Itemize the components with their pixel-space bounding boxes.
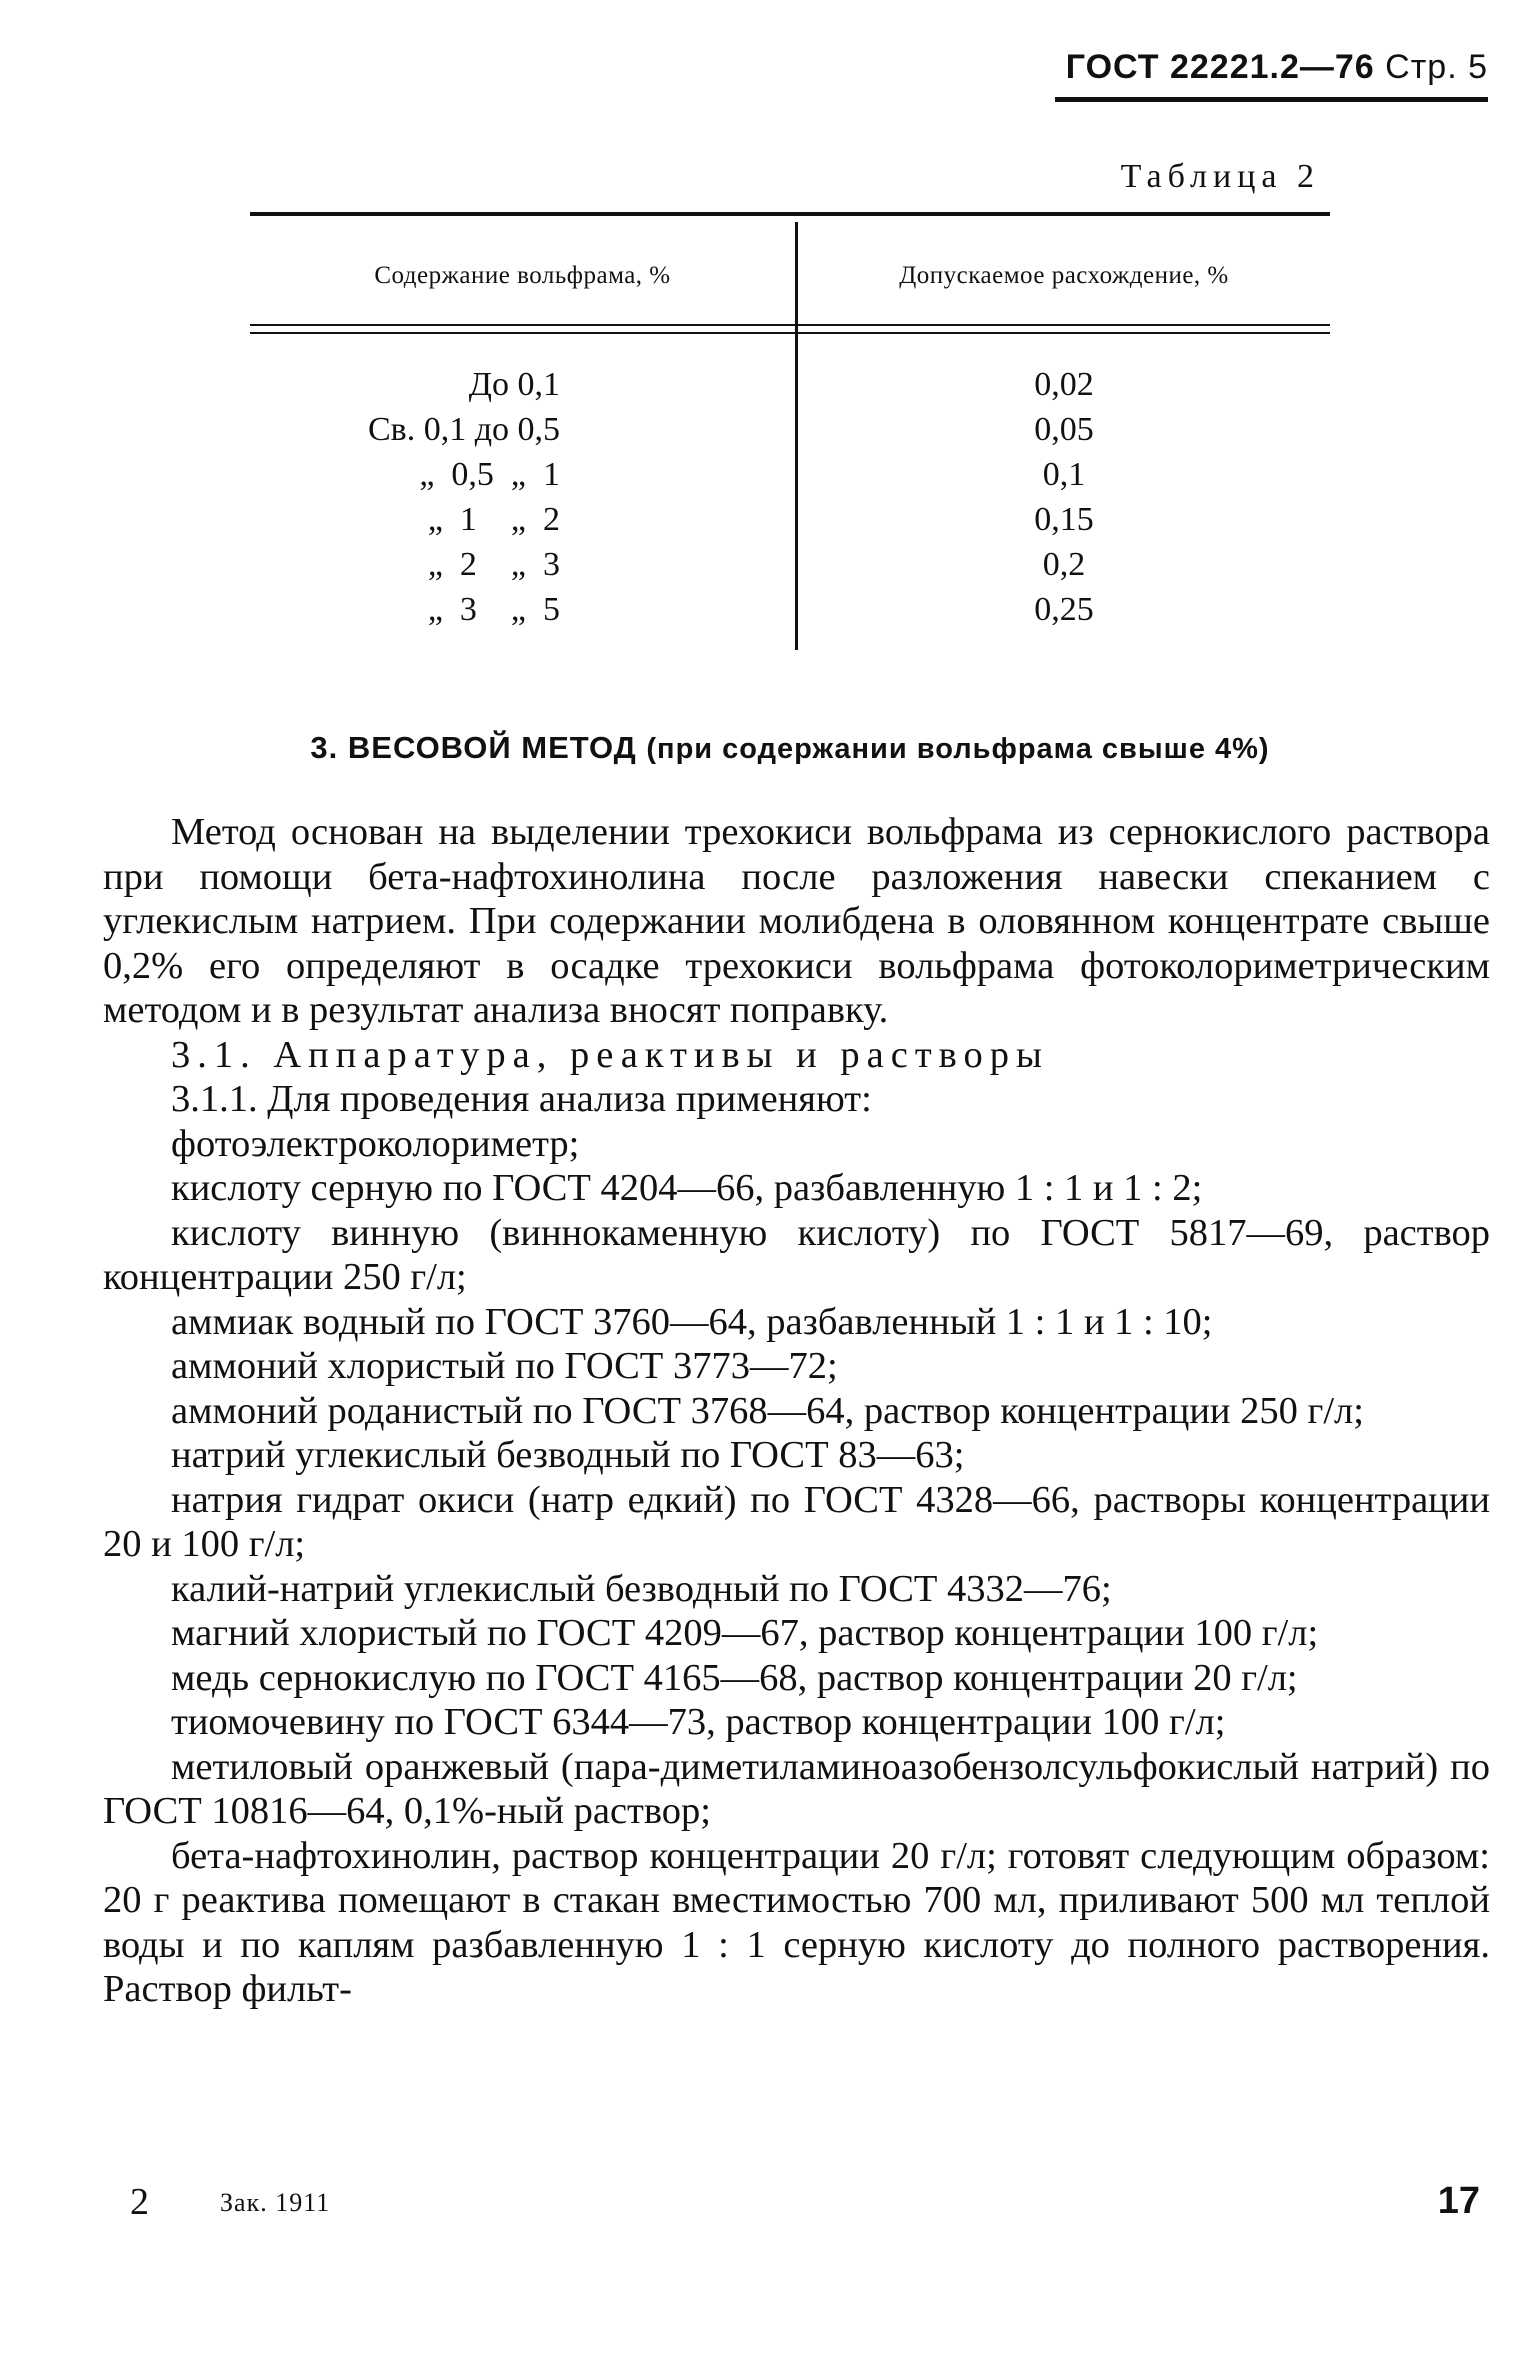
table-row: [250, 362, 795, 407]
list-item: натрий углекислый безводный по ГОСТ 83—63;: [171, 1434, 965, 1476]
table-caption: Таблица 2: [1120, 158, 1320, 195]
list-item: аммиак водный по ГОСТ 3760—64, разбавленный 1 : 1 и 1 : 10;: [171, 1300, 1213, 1343]
standard-number: ГОСТ 22221.2—76: [1065, 48, 1375, 86]
subsection-heading: [103, 1033, 1490, 1078]
table-row: [250, 542, 795, 587]
list-item: кислоту серную по ГОСТ 4204—66, разбавленную 1 : 1 и 1 : 2;: [171, 1167, 1203, 1209]
tolerance-value: 0,15: [1034, 501, 1094, 538]
list-item: калий-натрий углекислый безводный по ГОСТ 4332—76;: [171, 1567, 1112, 1610]
section-title: 3. ВЕСОВОЙ МЕТОД: [310, 730, 637, 765]
column-header-tolerance: Допускаемое расхождение, %: [899, 262, 1229, 289]
tolerance-value: 0,05: [1034, 411, 1094, 448]
list-item: натрия гидрат окиси (натр едкий) по ГОСТ 4328—66, растворы концентрации 20 и 100 г/л;: [103, 1478, 1490, 1565]
content-range: До 0,1: [426, 366, 560, 403]
header-rule-double: [250, 332, 1330, 334]
table-row: [798, 497, 1330, 542]
table-row: [250, 497, 795, 542]
list-item: тиомочевину по ГОСТ 6344—73, раствор концентрации 100 г/л;: [171, 1701, 1226, 1743]
table-row: [798, 452, 1330, 497]
table-row: [798, 587, 1330, 632]
section-subtitle: (при содержании вольфрама свыше 4%): [646, 733, 1270, 765]
table-row: [250, 452, 795, 497]
body-text: [103, 810, 1490, 2012]
running-header: [1055, 48, 1488, 102]
table-row: [798, 407, 1330, 452]
clause-heading: 3.1.1. Для проведения анализа применяют:: [171, 1078, 872, 1120]
list-item: метиловый оранжевый (пара-диметиламиноазобензолсульфокислый натрий) по ГОСТ 10816—64, 0,1%-ный раствор;: [103, 1745, 1490, 1832]
list-item: фотоэлектроколориметр;: [171, 1122, 580, 1165]
order-number: Зак. 1911: [220, 2188, 331, 2217]
list-item: аммоний хлористый по ГОСТ 3773—72;: [171, 1345, 838, 1387]
tolerance-value: 0,1: [1042, 456, 1086, 493]
column-header-tungsten-content: Содержание вольфрама, %: [374, 262, 671, 289]
table-top-rule: [250, 212, 1330, 216]
method-paragraph: Метод основан на выделении трехокиси вольфрама из сернокислого раствора при помощи бета-нафтохинолина после разложения навески спеканием с углекислым натрием. При содержании молибдена в оловянном концентрате свыше 0,2% его определяют в осадке трехокиси вольфрама фотоколориметрическим методом и в результат анализа вносят поправку.: [103, 811, 1490, 1031]
table-row: [798, 542, 1330, 587]
tolerance-value: 0,25: [1034, 591, 1094, 628]
content-range: „ 1 „ 2: [427, 501, 560, 538]
tolerance-table: [250, 212, 1330, 657]
subsection-title: 3.1. Аппаратура, реактивы и растворы: [171, 1033, 1049, 1076]
list-item: медь сернокислую по ГОСТ 4165—68, раствор концентрации 20 г/л;: [171, 1656, 1298, 1699]
list-item: бета-нафтохинолин, раствор концентрации 20 г/л; готовят следующим образом: 20 г реактива помещают в стакан вместимостью 700 мл, приливают 500 мл теплой воды и по каплям разбавленную 1 : 1 серную кислоту до полного растворения. Раствор фильт-: [103, 1834, 1490, 2010]
table-row: [798, 362, 1330, 407]
tolerance-value: 0,2: [1042, 546, 1086, 583]
tolerance-value: 0,02: [1034, 366, 1094, 403]
header-rule: [250, 324, 1330, 326]
list-item: аммоний роданистый по ГОСТ 3768—64, раствор концентрации 250 г/л;: [171, 1389, 1364, 1432]
content-range: „ 0,5 „ 1: [419, 456, 560, 493]
tungsten-content-column: [250, 362, 795, 632]
table-row: [250, 407, 795, 452]
content-range: „ 3 „ 5: [427, 591, 560, 628]
sheet-number: 2: [130, 2181, 149, 2223]
list-item: кислоту винную (виннокаменную кислоту) по ГОСТ 5817—69, раствор концентрации 250 г/л;: [103, 1211, 1490, 1298]
page-number: 17: [1437, 2180, 1480, 2222]
content-range: „ 2 „ 3: [427, 546, 560, 583]
content-range: Св. 0,1 до 0,5: [367, 411, 560, 448]
table-row: [250, 587, 795, 632]
page-footer: [130, 2180, 1480, 2230]
tolerance-column: [798, 362, 1330, 632]
list-item: магний хлористый по ГОСТ 4209—67, раствор концентрации 100 г/л;: [171, 1612, 1319, 1654]
page-label: Стр. 5: [1385, 48, 1488, 86]
section-heading: [100, 730, 1480, 766]
